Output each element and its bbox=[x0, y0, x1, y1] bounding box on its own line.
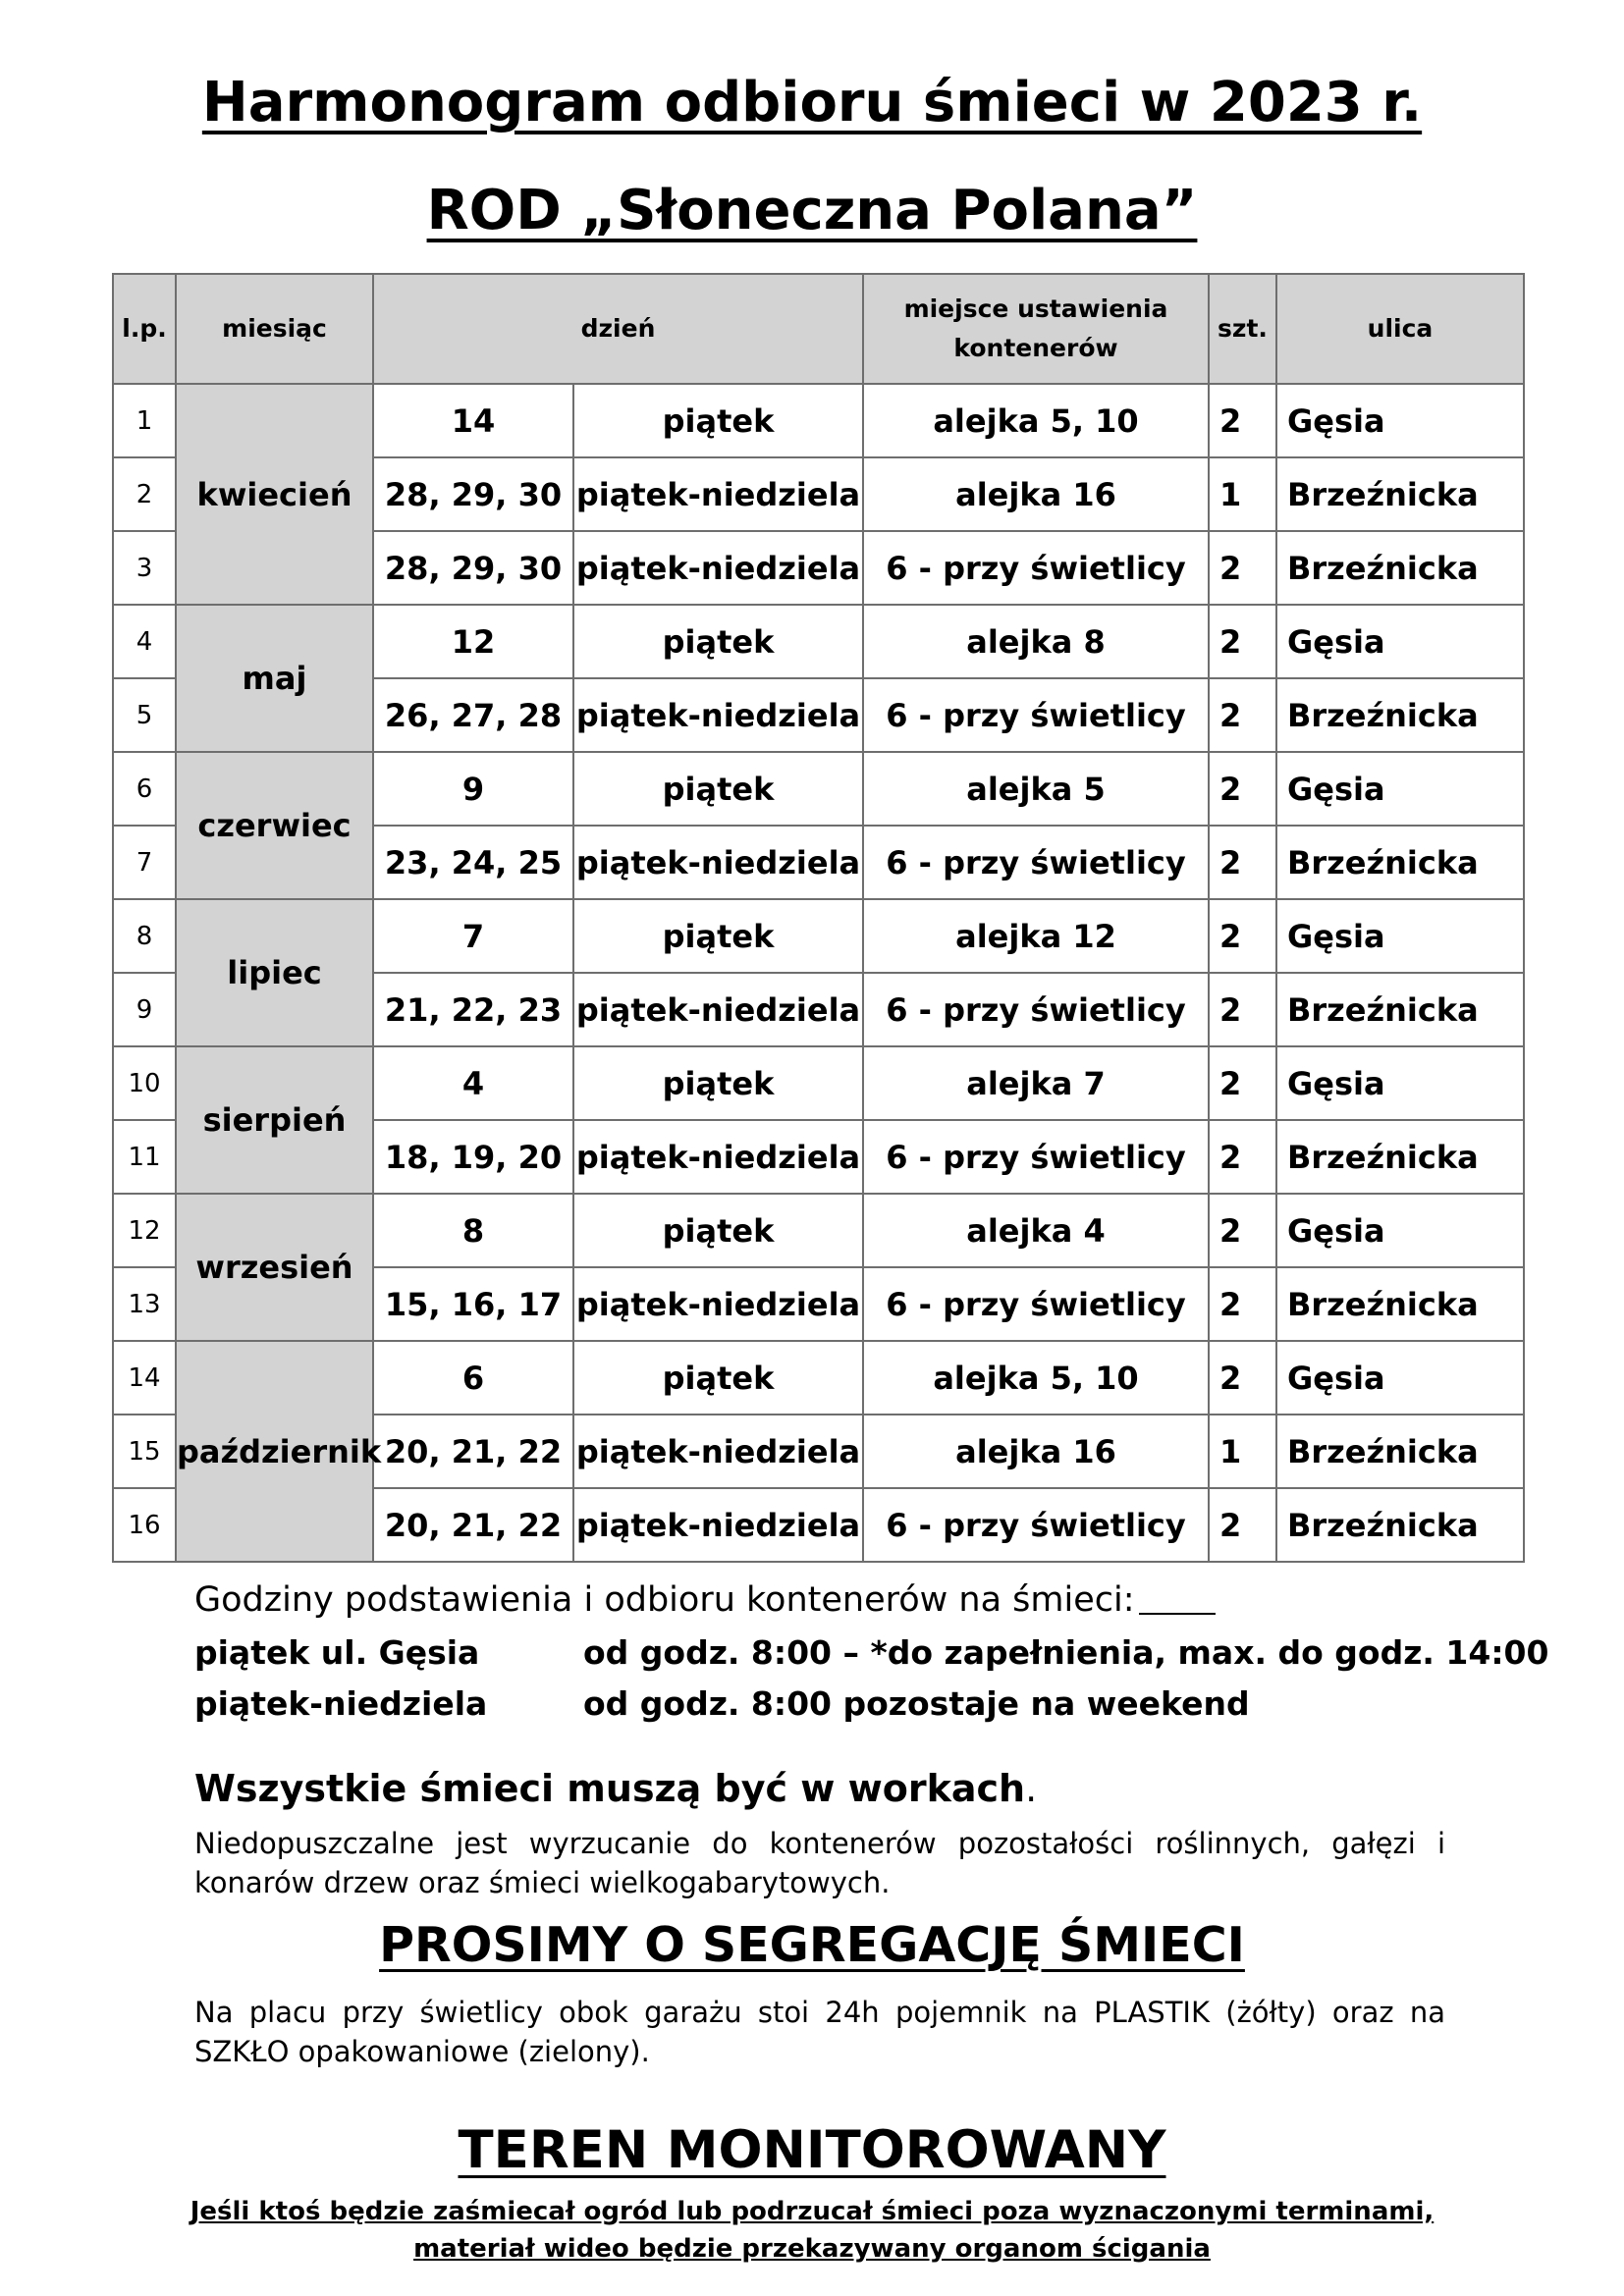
cell-lp: 9 bbox=[113, 973, 176, 1046]
cell-month: kwiecień bbox=[176, 384, 373, 605]
cell-dates: 14 bbox=[373, 384, 573, 457]
hours-value: od godz. 8:00 – *do zapełnienia, max. do godz. 14:00 bbox=[583, 1633, 1549, 1672]
cell-lp: 4 bbox=[113, 605, 176, 678]
cell-qty: 2 bbox=[1209, 1194, 1276, 1267]
cell-qty: 2 bbox=[1209, 973, 1276, 1046]
hours-title: Godziny podstawienia i odbioru kontenerów na śmieci: bbox=[194, 1580, 1216, 1620]
cell-place: 6 - przy świetlicy bbox=[863, 531, 1209, 605]
cell-street: Brzeźnicka bbox=[1276, 973, 1524, 1046]
cell-qty: 2 bbox=[1209, 1341, 1276, 1415]
cell-dates: 20, 21, 22 bbox=[373, 1415, 573, 1488]
cell-dates: 18, 19, 20 bbox=[373, 1120, 573, 1194]
cell-dates: 6 bbox=[373, 1341, 573, 1415]
cell-weekdays: piątek-niedziela bbox=[573, 1415, 863, 1488]
cell-dates: 23, 24, 25 bbox=[373, 826, 573, 899]
cell-dates: 4 bbox=[373, 1046, 573, 1120]
cell-weekdays: piątek bbox=[573, 1194, 863, 1267]
cell-lp: 10 bbox=[113, 1046, 176, 1120]
table-row bbox=[113, 1046, 1524, 1120]
cell-lp: 6 bbox=[113, 752, 176, 826]
cell-weekdays: piątek-niedziela bbox=[573, 1488, 863, 1562]
cell-qty: 1 bbox=[1209, 457, 1276, 531]
hours-label: piątek ul. Gęsia bbox=[194, 1633, 480, 1672]
header-day: dzień bbox=[373, 274, 863, 384]
document-title: Harmonogram odbioru śmieci w 2023 r. bbox=[201, 71, 1423, 134]
table-header-row bbox=[113, 274, 1524, 384]
table-row bbox=[113, 1194, 1524, 1267]
cell-street: Gęsia bbox=[1276, 899, 1524, 973]
cell-lp: 13 bbox=[113, 1267, 176, 1341]
cell-weekdays: piątek bbox=[573, 605, 863, 678]
cell-dates: 28, 29, 30 bbox=[373, 531, 573, 605]
cell-dates: 21, 22, 23 bbox=[373, 973, 573, 1046]
cell-lp: 14 bbox=[113, 1341, 176, 1415]
cell-lp: 7 bbox=[113, 826, 176, 899]
hours-row bbox=[194, 1684, 1250, 1723]
cell-weekdays: piątek bbox=[573, 899, 863, 973]
cell-weekdays: piątek bbox=[573, 1341, 863, 1415]
cell-month: wrzesień bbox=[176, 1194, 373, 1341]
cell-weekdays: piątek-niedziela bbox=[573, 678, 863, 752]
cell-place: alejka 5 bbox=[863, 752, 1209, 826]
cell-qty: 1 bbox=[1209, 1415, 1276, 1488]
header-qty: szt. bbox=[1209, 274, 1276, 384]
cell-qty: 2 bbox=[1209, 531, 1276, 605]
cell-dates: 15, 16, 17 bbox=[373, 1267, 573, 1341]
cell-street: Brzeźnicka bbox=[1276, 1267, 1524, 1341]
cell-place: 6 - przy świetlicy bbox=[863, 1267, 1209, 1341]
bags-paragraph: Niedopuszczalne jest wyrzucanie do kontenerów pozostałości roślinnych, gałęzi i konarów drzew oraz śmieci wielkogabarytowych. bbox=[194, 1827, 1445, 1899]
cell-place: alejka 8 bbox=[863, 605, 1209, 678]
cell-qty: 2 bbox=[1209, 384, 1276, 457]
cell-street: Brzeźnicka bbox=[1276, 1120, 1524, 1194]
cell-weekdays: piątek-niedziela bbox=[573, 457, 863, 531]
cell-month: październik bbox=[176, 1341, 373, 1562]
header-month: miesiąc bbox=[176, 274, 373, 384]
cell-street: Gęsia bbox=[1276, 752, 1524, 826]
cell-weekdays: piątek-niedziela bbox=[573, 1267, 863, 1341]
schedule-table bbox=[112, 273, 1525, 1563]
cell-lp: 8 bbox=[113, 899, 176, 973]
cell-weekdays: piątek-niedziela bbox=[573, 973, 863, 1046]
cell-place: 6 - przy świetlicy bbox=[863, 1488, 1209, 1562]
cell-dates: 26, 27, 28 bbox=[373, 678, 573, 752]
table-row bbox=[113, 605, 1524, 678]
cell-street: Brzeźnicka bbox=[1276, 826, 1524, 899]
cell-weekdays: piątek bbox=[573, 1046, 863, 1120]
cell-weekdays: piątek-niedziela bbox=[573, 826, 863, 899]
cell-qty: 2 bbox=[1209, 1120, 1276, 1194]
cell-lp: 2 bbox=[113, 457, 176, 531]
cell-qty: 2 bbox=[1209, 752, 1276, 826]
warning-line: Jeśli ktoś będzie zaśmiecał ogród lub podrzucał śmieci poza wyznaczonymi terminami, bbox=[189, 2197, 1435, 2226]
hours-value: od godz. 8:00 pozostaje na weekend bbox=[583, 1684, 1250, 1723]
table-row bbox=[113, 752, 1524, 826]
cell-qty: 2 bbox=[1209, 1267, 1276, 1341]
warning-line: materiał wideo będzie przekazywany organom ścigania bbox=[413, 2234, 1211, 2264]
cell-lp: 1 bbox=[113, 384, 176, 457]
cell-qty: 2 bbox=[1209, 826, 1276, 899]
cell-place: alejka 4 bbox=[863, 1194, 1209, 1267]
cell-street: Brzeźnicka bbox=[1276, 457, 1524, 531]
cell-place: alejka 12 bbox=[863, 899, 1209, 973]
header-place: miejsce ustawienia kontenerów bbox=[863, 274, 1209, 384]
cell-place: alejka 5, 10 bbox=[863, 1341, 1209, 1415]
cell-street: Gęsia bbox=[1276, 605, 1524, 678]
cell-lp: 16 bbox=[113, 1488, 176, 1562]
cell-weekdays: piątek-niedziela bbox=[573, 531, 863, 605]
header-street: ulica bbox=[1276, 274, 1524, 384]
segregation-paragraph: Na placu przy świetlicy obok garażu stoi 24h pojemnik na PLASTIK (żółty) oraz na SZKŁO opakowaniowe (zielony). bbox=[194, 1996, 1445, 2068]
cell-lp: 3 bbox=[113, 531, 176, 605]
cell-month: sierpień bbox=[176, 1046, 373, 1194]
cell-place: 6 - przy świetlicy bbox=[863, 678, 1209, 752]
cell-lp: 12 bbox=[113, 1194, 176, 1267]
cell-place: alejka 7 bbox=[863, 1046, 1209, 1120]
cell-month: czerwiec bbox=[176, 752, 373, 899]
cell-lp: 11 bbox=[113, 1120, 176, 1194]
table-row bbox=[113, 899, 1524, 973]
cell-lp: 15 bbox=[113, 1415, 176, 1488]
cell-month: maj bbox=[176, 605, 373, 752]
cell-place: 6 - przy świetlicy bbox=[863, 973, 1209, 1046]
cell-qty: 2 bbox=[1209, 899, 1276, 973]
cell-lp: 5 bbox=[113, 678, 176, 752]
header-lp: l.p. bbox=[113, 274, 176, 384]
cell-dates: 8 bbox=[373, 1194, 573, 1267]
cell-qty: 2 bbox=[1209, 678, 1276, 752]
cell-place: alejka 5, 10 bbox=[863, 384, 1209, 457]
monitoring-heading: TEREN MONITOROWANY bbox=[458, 2120, 1166, 2180]
cell-place: alejka 16 bbox=[863, 1415, 1209, 1488]
cell-qty: 2 bbox=[1209, 1488, 1276, 1562]
cell-dates: 7 bbox=[373, 899, 573, 973]
cell-street: Gęsia bbox=[1276, 1046, 1524, 1120]
cell-weekdays: piątek bbox=[573, 752, 863, 826]
cell-month: lipiec bbox=[176, 899, 373, 1046]
table-row bbox=[113, 384, 1524, 457]
cell-qty: 2 bbox=[1209, 1046, 1276, 1120]
cell-street: Brzeźnicka bbox=[1276, 1488, 1524, 1562]
cell-dates: 12 bbox=[373, 605, 573, 678]
cell-place: 6 - przy świetlicy bbox=[863, 826, 1209, 899]
cell-place: alejka 16 bbox=[863, 457, 1209, 531]
cell-street: Brzeźnicka bbox=[1276, 531, 1524, 605]
cell-weekdays: piątek-niedziela bbox=[573, 1120, 863, 1194]
bags-heading: Wszystkie śmieci muszą być w workach. bbox=[194, 1767, 1038, 1810]
cell-weekdays: piątek bbox=[573, 384, 863, 457]
cell-street: Gęsia bbox=[1276, 1194, 1524, 1267]
cell-street: Brzeźnicka bbox=[1276, 1415, 1524, 1488]
cell-street: Brzeźnicka bbox=[1276, 678, 1524, 752]
segregation-heading: PROSIMY O SEGREGACJĘ ŚMIECI bbox=[379, 1917, 1245, 1973]
hours-label: piątek-niedziela bbox=[194, 1684, 488, 1723]
cell-dates: 20, 21, 22 bbox=[373, 1488, 573, 1562]
document-subtitle: ROD „Słoneczna Polana” bbox=[426, 179, 1198, 242]
cell-dates: 28, 29, 30 bbox=[373, 457, 573, 531]
cell-qty: 2 bbox=[1209, 605, 1276, 678]
hours-row bbox=[194, 1633, 1549, 1672]
cell-street: Gęsia bbox=[1276, 384, 1524, 457]
table-row bbox=[113, 1341, 1524, 1415]
cell-dates: 9 bbox=[373, 752, 573, 826]
cell-street: Gęsia bbox=[1276, 1341, 1524, 1415]
cell-place: 6 - przy świetlicy bbox=[863, 1120, 1209, 1194]
